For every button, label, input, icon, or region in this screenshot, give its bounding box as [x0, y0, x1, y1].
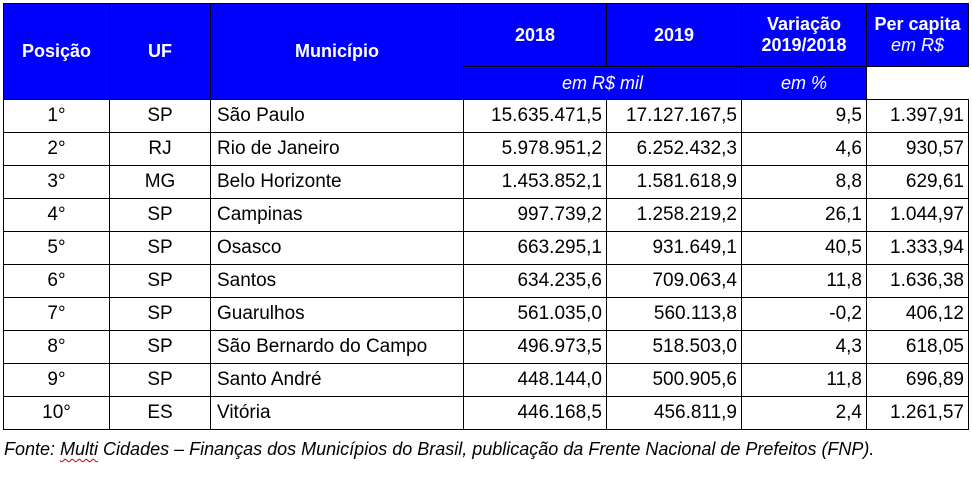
header-variacao: Variação 2019/2018	[742, 4, 867, 67]
table-row	[4, 100, 969, 133]
cell-uf: SP	[110, 331, 211, 364]
cell-posicao: 4°	[4, 199, 110, 232]
cell-municipio: Santo André	[211, 364, 464, 397]
cell-2019: 456.811,9	[607, 397, 742, 430]
cell-2018: 496.973,5	[464, 331, 607, 364]
table-row	[4, 331, 969, 364]
cell-uf: SP	[110, 232, 211, 265]
ranking-table	[3, 3, 969, 430]
cell-2019: 709.063,4	[607, 265, 742, 298]
cell-2019: 6.252.432,3	[607, 133, 742, 166]
cell-variacao: 26,1	[742, 199, 867, 232]
cell-2018: 997.739,2	[464, 199, 607, 232]
cell-variacao: -0,2	[742, 298, 867, 331]
cell-2019: 17.127.167,5	[607, 100, 742, 133]
header-uf: UF	[110, 4, 211, 100]
table-row	[4, 199, 969, 232]
cell-municipio: Vitória	[211, 397, 464, 430]
table-row	[4, 397, 969, 430]
cell-2018: 446.168,5	[464, 397, 607, 430]
source-rest: Cidades – Finanças dos Municípios do Brasil, publicação da Frente Nacional de Prefeitos (FNP).	[98, 439, 875, 459]
cell-2019: 931.649,1	[607, 232, 742, 265]
cell-variacao: 11,8	[742, 364, 867, 397]
cell-per-capita: 406,12	[867, 298, 969, 331]
cell-municipio: Santos	[211, 265, 464, 298]
cell-municipio: Osasco	[211, 232, 464, 265]
cell-municipio: Rio de Janeiro	[211, 133, 464, 166]
source-prefix: Fonte:	[4, 439, 61, 459]
cell-uf: RJ	[110, 133, 211, 166]
cell-per-capita: 1.044,97	[867, 199, 969, 232]
cell-per-capita: 930,57	[867, 133, 969, 166]
cell-posicao: 9°	[4, 364, 110, 397]
header-per-capita	[867, 4, 969, 67]
cell-municipio: Guarulhos	[211, 298, 464, 331]
cell-2018: 634.235,6	[464, 265, 607, 298]
cell-per-capita: 1.333,94	[867, 232, 969, 265]
cell-variacao: 8,8	[742, 166, 867, 199]
cell-variacao: 4,6	[742, 133, 867, 166]
cell-posicao: 5°	[4, 232, 110, 265]
cell-posicao: 3°	[4, 166, 110, 199]
cell-posicao: 2°	[4, 133, 110, 166]
cell-posicao: 1°	[4, 100, 110, 133]
cell-municipio: São Paulo	[211, 100, 464, 133]
cell-2018: 5.978.951,2	[464, 133, 607, 166]
cell-2019: 500.905,6	[607, 364, 742, 397]
cell-2018: 663.295,1	[464, 232, 607, 265]
header-posicao: Posição	[4, 4, 110, 100]
cell-2018: 15.635.471,5	[464, 100, 607, 133]
header-2019: 2019	[607, 4, 742, 67]
table-body	[4, 100, 969, 430]
cell-2019: 518.503,0	[607, 331, 742, 364]
cell-uf: SP	[110, 265, 211, 298]
cell-2019: 560.113,8	[607, 298, 742, 331]
table-row	[4, 232, 969, 265]
header-2018: 2018	[464, 4, 607, 67]
cell-uf: SP	[110, 100, 211, 133]
source-note	[4, 437, 904, 461]
cell-variacao: 40,5	[742, 232, 867, 265]
cell-municipio: São Bernardo do Campo	[211, 331, 464, 364]
cell-2018: 561.035,0	[464, 298, 607, 331]
cell-2019: 1.258.219,2	[607, 199, 742, 232]
cell-uf: ES	[110, 397, 211, 430]
table-row	[4, 298, 969, 331]
table-row	[4, 265, 969, 298]
cell-posicao: 10°	[4, 397, 110, 430]
cell-uf: SP	[110, 364, 211, 397]
cell-per-capita: 1.261,57	[867, 397, 969, 430]
cell-municipio: Campinas	[211, 199, 464, 232]
cell-uf: SP	[110, 298, 211, 331]
cell-2019: 1.581.618,9	[607, 166, 742, 199]
cell-per-capita: 629,61	[867, 166, 969, 199]
cell-per-capita: 618,05	[867, 331, 969, 364]
unit-pct: em %	[742, 67, 867, 100]
cell-variacao: 9,5	[742, 100, 867, 133]
cell-2018: 448.144,0	[464, 364, 607, 397]
cell-variacao: 11,8	[742, 265, 867, 298]
cell-posicao: 6°	[4, 265, 110, 298]
unit-rs-mil: em R$ mil	[464, 67, 742, 100]
cell-2018: 1.453.852,1	[464, 166, 607, 199]
cell-per-capita: 1.636,38	[867, 265, 969, 298]
cell-variacao: 2,4	[742, 397, 867, 430]
cell-uf: SP	[110, 199, 211, 232]
cell-variacao: 4,3	[742, 331, 867, 364]
unit-rs: em R$	[890, 35, 944, 55]
cell-per-capita: 1.397,91	[867, 100, 969, 133]
table-row	[4, 133, 969, 166]
table-row	[4, 166, 969, 199]
source-multi-word: Multi	[60, 439, 99, 459]
cell-posicao: 7°	[4, 298, 110, 331]
table-row	[4, 364, 969, 397]
header-per-capita-label: Per capita	[874, 14, 961, 34]
cell-uf: MG	[110, 166, 211, 199]
cell-municipio: Belo Horizonte	[211, 166, 464, 199]
cell-posicao: 8°	[4, 331, 110, 364]
header-municipio: Município	[211, 4, 464, 100]
cell-per-capita: 696,89	[867, 364, 969, 397]
